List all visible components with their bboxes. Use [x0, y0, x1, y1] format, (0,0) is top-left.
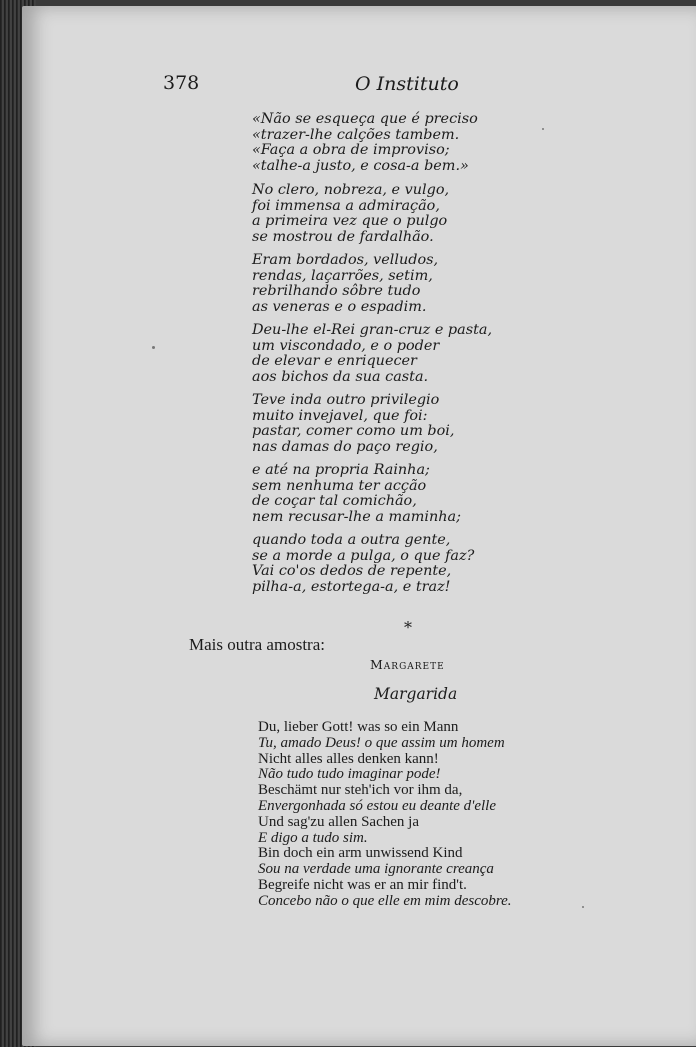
stanza-3 — [252, 253, 438, 315]
german-line: Bin doch ein arm unwissend Kind — [258, 845, 463, 862]
poem-title: Margarete — [370, 657, 445, 672]
verse-line: um viscondado, e o poder — [252, 337, 440, 354]
verse-line: aos bichos da sua casta. — [252, 368, 429, 385]
paper-speck — [152, 346, 155, 349]
stanza-7 — [252, 533, 474, 595]
verse-line: «Faça a obra de improviso; — [252, 142, 450, 158]
verse-line: pilha-a, estortega-a, e traz! — [252, 578, 451, 595]
portuguese-line: Não tudo tudo imaginar pode! — [258, 766, 441, 783]
stanza-6 — [252, 463, 461, 525]
paper-speck — [582, 906, 584, 908]
bilingual-poem — [258, 720, 512, 910]
verse-line: «trazer-lhe calções tambem. — [252, 126, 460, 143]
verse-line: se a morde a pulga, o que faz? — [252, 547, 475, 564]
verse-line: rebrilhando sôbre tudo — [252, 283, 421, 299]
verse-line: sem nenhuma ter acção — [252, 477, 427, 494]
verse-line: foi immensa a admiração, — [252, 197, 440, 214]
portuguese-line: Envergonhada só estou eu deante d'elle — [258, 797, 497, 814]
stanza-2 — [252, 183, 449, 245]
verse-line: Deu-lhe el-Rei gran-cruz e pasta, — [252, 322, 493, 338]
verse-line: muito invejavel, que foi: — [252, 407, 428, 424]
verse-line: as veneras e o espadim. — [252, 298, 427, 315]
verse-line: nem recusar-lhe a maminha; — [252, 508, 461, 525]
portuguese-line: Concebo não o que elle em mim descobre. — [258, 892, 512, 909]
german-line: Und sag'zu allen Sachen ja — [258, 813, 419, 830]
verse-line: de coçar tal comichão, — [252, 493, 417, 509]
verse-line: a primeira vez que o pulgo — [252, 213, 448, 229]
verse-line: «Não se esqueça que é preciso — [252, 111, 478, 127]
stanza-5 — [252, 393, 454, 455]
portuguese-line: Sou na verdade uma ignorante creança — [258, 861, 494, 878]
verse-line: de elevar e enriquecer — [252, 353, 417, 369]
stanza-4 — [252, 323, 492, 385]
portuguese-line: E digo a tudo sim. — [258, 829, 368, 846]
verse-line: se mostrou de fardalhão. — [252, 228, 434, 245]
verse-line: pastar, comer como um boi, — [252, 423, 455, 439]
stanza-1 — [252, 112, 478, 174]
intro-text: Mais outra amostra: — [189, 635, 325, 654]
verse-line: rendas, laçarrões, setim, — [252, 267, 433, 284]
german-line: Nicht alles alles denken kann! — [258, 750, 439, 767]
verse-line: quando toda a outra gente, — [252, 532, 451, 548]
german-line: Begreife nicht was er an mir find't. — [258, 876, 467, 893]
verse-line: «talhe-a justo, e cosa-a bem.» — [252, 157, 469, 174]
portuguese-line: Tu, amado Deus! o que assim um homem — [258, 734, 505, 751]
page-number: 378 — [163, 72, 200, 94]
verse-line: nas damas do paço regio, — [252, 438, 438, 455]
verse-line: Teve inda outro privilegio — [252, 392, 440, 408]
verse-line: Eram bordados, velludos, — [252, 252, 439, 268]
running-title: O Instituto — [355, 73, 459, 95]
verse-line: No clero, nobreza, e vulgo, — [252, 182, 450, 198]
german-line: Beschämt nur steh'ich vor ihm da, — [258, 782, 463, 799]
section-separator: * — [404, 618, 412, 637]
verse-line: e até na propria Rainha; — [252, 462, 430, 478]
paper-speck — [542, 128, 544, 130]
book-page — [22, 6, 696, 1046]
german-line: Du, lieber Gott! was so ein Mann — [258, 719, 459, 735]
poem-subtitle: Margarida — [374, 685, 458, 703]
verse-line: Vai co'os dedos de repente, — [252, 563, 452, 579]
